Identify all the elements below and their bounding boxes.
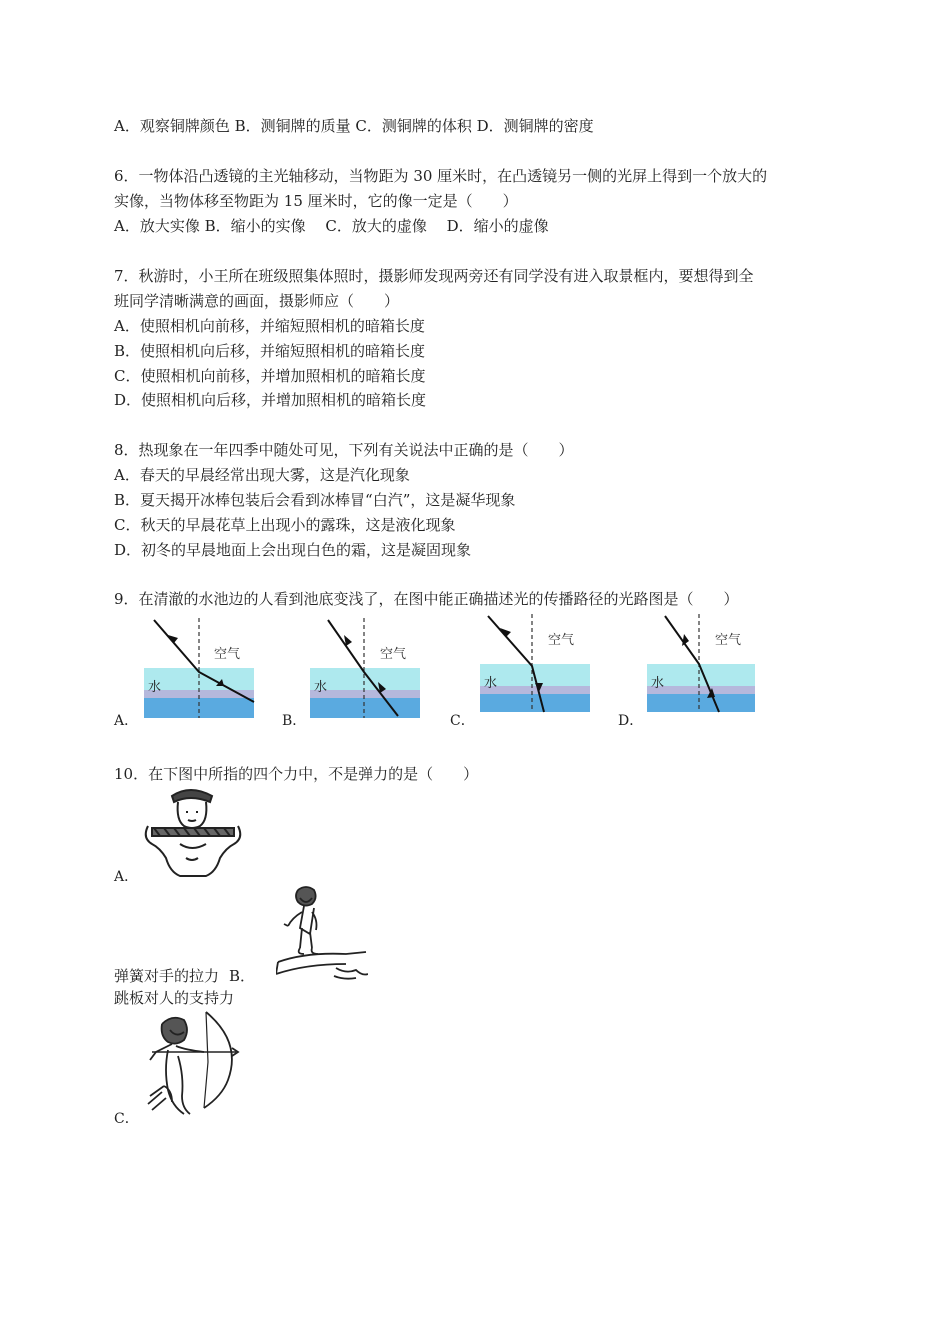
q5-options: A．观察铜牌颜色 B．测铜牌的质量 C．测铜牌的体积 D．测铜牌的密度 bbox=[114, 117, 594, 135]
q9-d-air-label: 空气 bbox=[715, 633, 742, 648]
q10-figure-a-spring-man bbox=[140, 786, 245, 878]
q10-figure-c-archer bbox=[142, 1010, 242, 1116]
q7-option-c: C．使照相机向前移，并增加照相机的暗箱长度 bbox=[114, 367, 426, 385]
q10-option-b-text: 跳板对人的支持力 bbox=[114, 989, 235, 1007]
q6-stem-line2: 实像，当物体移至物距为 15 厘米时，它的像一定是（ ） bbox=[114, 192, 518, 210]
q7-option-b: B．使照相机向后移，并缩短照相机的暗箱长度 bbox=[114, 342, 426, 360]
q7-stem-line2: 班同学清晰满意的画面，摄影师应（ ） bbox=[114, 292, 400, 310]
q9-b-water-label: 水 bbox=[314, 680, 328, 695]
q10-figure-b-diving-boy bbox=[276, 884, 368, 982]
q8-option-b: B．夏天揭开冰棒包装后会看到冰棒冒“白汽”，这是凝华现象 bbox=[114, 491, 516, 509]
q9-d-water-label: 水 bbox=[651, 676, 665, 691]
q7-option-a: A．使照相机向前移，并缩短照相机的暗箱长度 bbox=[114, 317, 425, 335]
q9-diagram-a bbox=[144, 618, 256, 720]
q10-option-a-text bbox=[114, 966, 255, 986]
q9-diagram-b bbox=[310, 618, 422, 720]
q7-stem-line1: 7．秋游时，小王所在班级照集体照时，摄影师发现两旁还有同学没有进入取景框内，要想得到全 bbox=[114, 267, 754, 285]
q10-a-caption: 弹簧对手的拉力 bbox=[114, 967, 220, 985]
q8-stem: 8．热现象在一年四季中随处可见，下列有关说法中正确的是（ ） bbox=[114, 441, 574, 459]
q9-option-b-label: B． bbox=[282, 713, 307, 729]
q10-option-c-label: C． bbox=[114, 1111, 139, 1127]
q8-option-a: A．春天的早晨经常出现大雾，这是汽化现象 bbox=[114, 466, 410, 484]
q9-a-water-label: 水 bbox=[148, 680, 162, 695]
q9-a-air-label: 空气 bbox=[214, 647, 241, 662]
q7-option-d: D．使照相机向后移，并增加照相机的暗箱长度 bbox=[114, 391, 427, 409]
q10-option-b-label: B． bbox=[229, 967, 256, 985]
q9-diagram-d bbox=[647, 614, 759, 716]
q9-c-air-label: 空气 bbox=[548, 633, 575, 648]
q9-stem: 9．在清澈的水池边的人看到池底变浅了，在图中能正确描述光的传播路径的光路图是（ ） bbox=[114, 590, 739, 608]
q9-option-d-label: D． bbox=[618, 713, 644, 729]
q9-option-a-label: A． bbox=[114, 713, 139, 729]
q8-option-d: D．初冬的早晨地面上会出现白色的霜，这是凝固现象 bbox=[114, 541, 472, 559]
q9-diagram-c bbox=[480, 614, 592, 716]
q9-c-water-label: 水 bbox=[484, 676, 498, 691]
q9-option-c-label: C． bbox=[450, 713, 475, 729]
q10-stem: 10．在下图中所指的四个力中，不是弹力的是（ ） bbox=[114, 765, 479, 783]
q9-b-air-label: 空气 bbox=[380, 647, 407, 662]
q10-option-a-label: A． bbox=[114, 869, 139, 885]
q6-options: A．放大实像 B．缩小的实像 C．放大的虚像 D．缩小的虚像 bbox=[114, 217, 549, 235]
q8-option-c: C．秋天的早晨花草上出现小的露珠，这是液化现象 bbox=[114, 516, 456, 534]
q6-stem-line1: 6．一物体沿凸透镜的主光轴移动，当物距为 30 厘米时，在凸透镜另一侧的光屏上得到一个放大的 bbox=[114, 167, 768, 185]
